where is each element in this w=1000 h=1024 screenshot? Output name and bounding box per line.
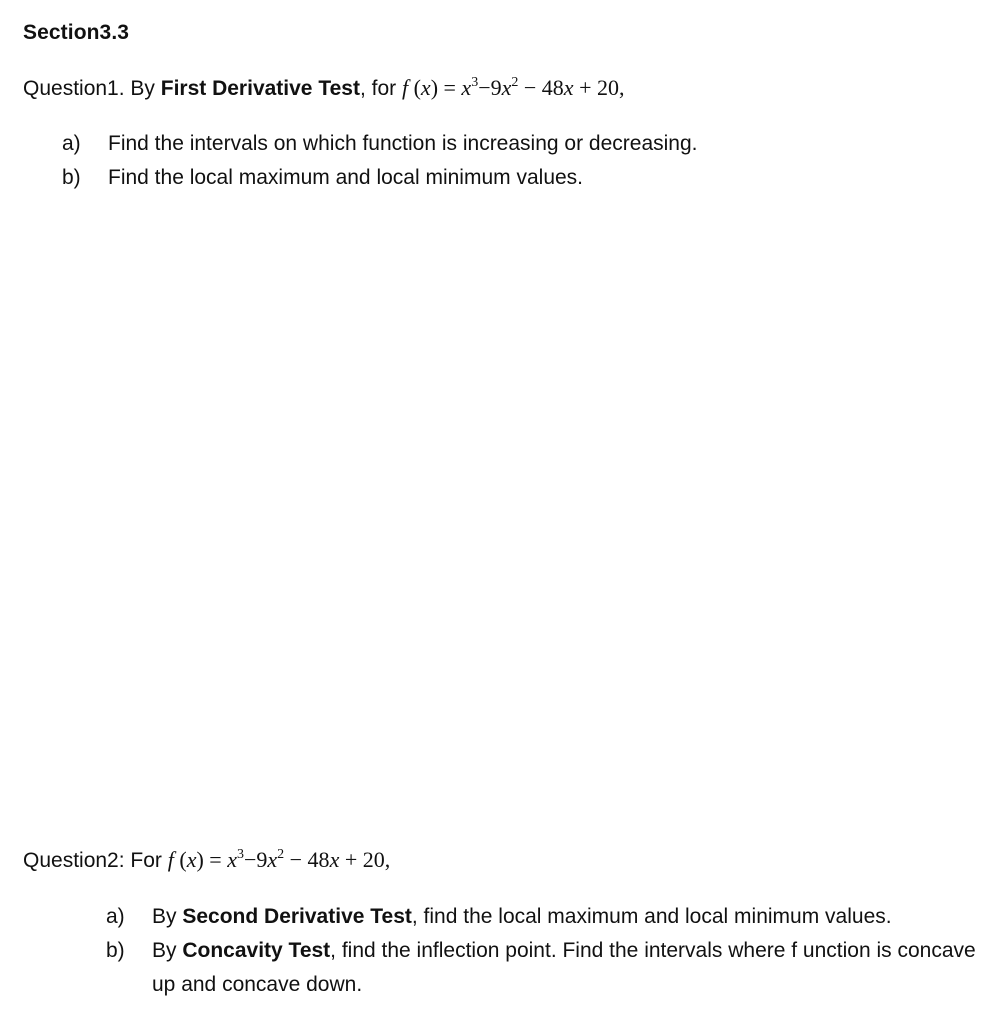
section-title: Section3.3 (23, 21, 130, 44)
question-1-test-name: First Derivative Test (160, 77, 360, 100)
question-1-part-a (62, 127, 697, 161)
part-marker: a) (62, 132, 81, 155)
question-2-part-a (106, 900, 986, 934)
question-1-mid: , for (359, 77, 402, 100)
question-1-prefix: Question1. By (23, 77, 161, 100)
part-text: By Second Derivative Test, find the local maximum and local minimum values. (152, 905, 892, 928)
question-2-line (23, 847, 390, 873)
part-marker: a) (106, 905, 125, 928)
question-1-part-b (62, 161, 697, 195)
part-text: Find the local maximum and local minimum values. (108, 166, 584, 189)
question-1-parts (62, 127, 697, 195)
part-marker: b) (62, 166, 81, 189)
part-test-name: Second Derivative Test (182, 905, 412, 928)
question-1-function: f $(x) = x^3-9x^2 - 48x + 20$, (401, 75, 625, 100)
question-2-parts (106, 900, 986, 1002)
question-2-function: f $(x) = x^3-9x^2 - 48x + 20$, (167, 847, 391, 872)
part-test-name: Concavity Test (182, 939, 331, 962)
part-marker: b) (106, 939, 125, 962)
question-2-prefix: Question2: For (23, 849, 168, 872)
question-1-line (23, 75, 624, 101)
part-text: Find the intervals on which function is increasing or decreasing. (108, 132, 698, 155)
question-2-part-b (106, 934, 986, 1002)
part-text: By Concavity Test, find the inflection point. Find the intervals where f unction is concave up and concave down. (152, 939, 976, 996)
